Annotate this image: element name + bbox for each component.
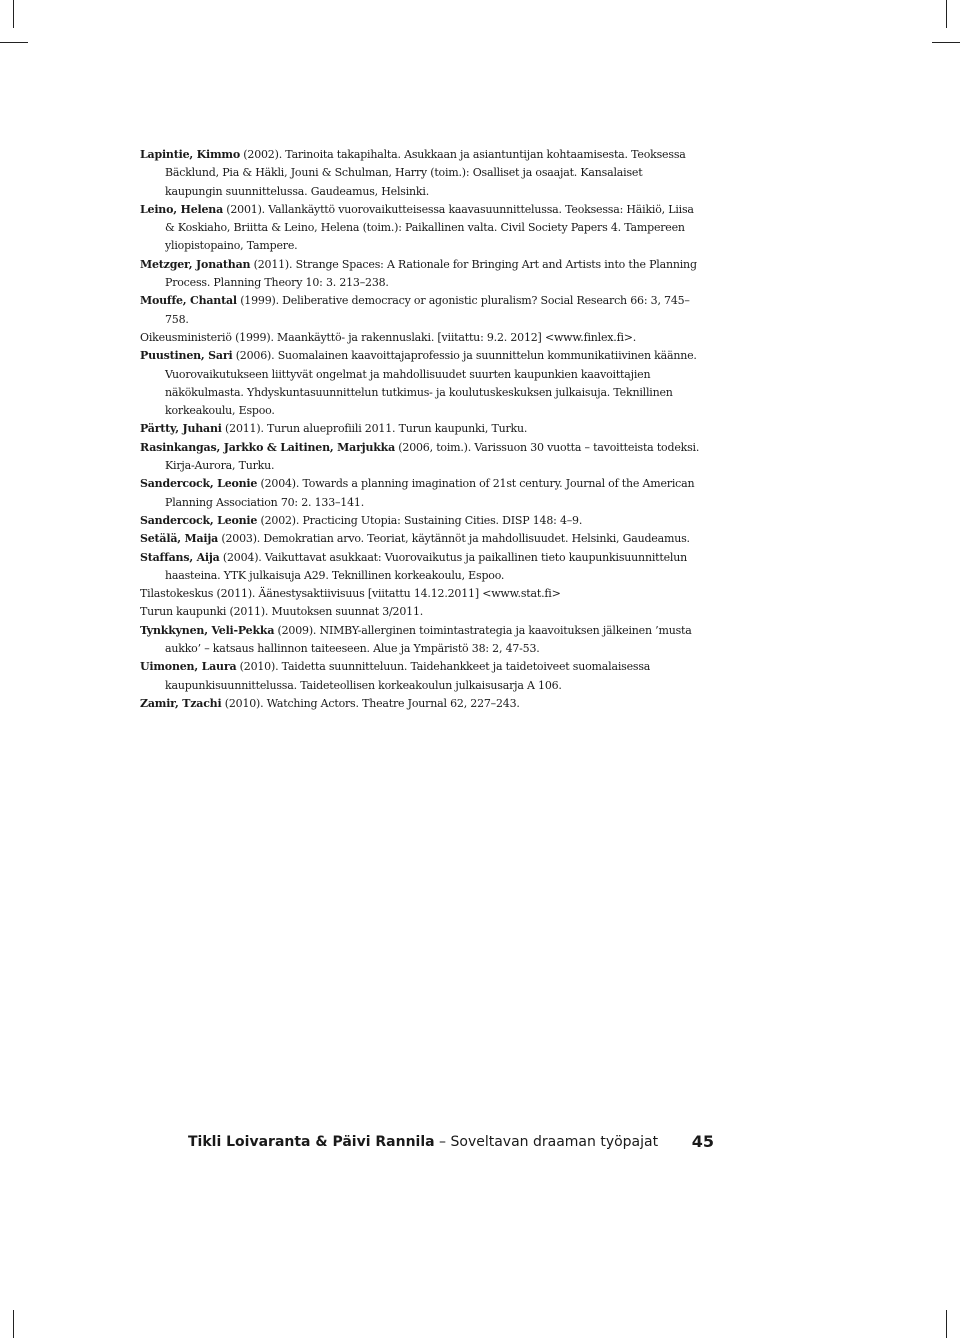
reference-text: (2010). Taidetta suunnitteluun. Taidehankkeet ja taidetoiveet suomalaisessa kaupunkisuunnittelussa. Taideteollisen korkeakoulun julkaisusarja A 106. [165, 660, 651, 692]
reference-text: (2011). Turun alueprofiili 2011. Turun kaupunki, Turku. [221, 422, 528, 436]
crop-mark [0, 42, 28, 43]
reference-text: (2004). Vaikuttavat asukkaat: Vuorovaikutus ja paikallinen tieto kaupunkisuunnittelun haasteina. YTK julkaisuja A29. Teknillinen korkeakoulu, Espoo. [165, 550, 687, 582]
reference-text: (2002). Tarinoita takapihalta. Asukkaan ja asiantuntijan kohtaamisesta. Teoksessa Bäcklund, Pia & Häkli, Jouni & Schulman, Harry (toim.): Osalliset ja osaajat. Kansalaiset kaupungin suunnittelussa. Gaudeamus, Helsinki. [165, 148, 686, 198]
reference-text: (1999). Deliberative democracy or agonistic pluralism? Social Research 66: 3, 745–758. [165, 294, 690, 326]
reference-entry [140, 420, 700, 438]
crop-mark [13, 0, 14, 28]
crop-mark [946, 1310, 947, 1338]
reference-entry [140, 695, 700, 713]
reference-entry [140, 512, 700, 530]
reference-author: Mouffe, Chantal [140, 294, 237, 308]
crop-mark [946, 0, 947, 28]
reference-author: Uimonen, Laura [140, 660, 237, 674]
reference-text: Turun kaupunki (2011). Muutoksen suunnat 3/2011. [140, 605, 424, 619]
reference-entry [140, 256, 700, 293]
reference-list [140, 146, 700, 713]
reference-author: Setälä, Maija [140, 532, 219, 546]
reference-entry [140, 292, 700, 329]
reference-entry [140, 658, 700, 695]
reference-author: Staffans, Aija [140, 550, 220, 564]
reference-entry [140, 622, 700, 659]
page-number: 45 [691, 1132, 714, 1151]
reference-entry [140, 201, 700, 256]
reference-author: Pärtty, Juhani [140, 422, 222, 436]
reference-text: (2006). Suomalainen kaavoittajaprofessio ja suunnittelun kommunikatiivinen käänne. Vuorovaikutukseen liittyvät ongelmat ja mahdollisuudet suurten kaupunkien kaavoittajien näkökulmasta. Yhdyskuntasuunnittelun tutkimus- ja koulutuskeskuksen julkaisuja. Teknillinen korkeakoulu, Espoo. [165, 349, 697, 418]
reference-text: (2006, toim.). Varissuon 30 vuotta – tavoitteista todeksi. Kirja-Aurora, Turku. [165, 440, 700, 473]
reference-text: Oikeusministeriö (1999). Maankäyttö- ja rakennuslaki. [viitattu: 9.2. 2012] <www.finlex.fi>. [140, 330, 637, 344]
footer-title: – Soveltavan draaman työpajat [434, 1134, 659, 1150]
reference-author: Leino, Helena [140, 202, 223, 216]
reference-text: (2003). Demokratian arvo. Teoriat, käytännöt ja mahdollisuudet. Helsinki, Gaudeamus. [218, 532, 690, 546]
reference-entry [140, 475, 700, 512]
reference-text: Tilastokeskus (2011). Äänestysaktiivisuus [viitattu 14.12.2011] <www.stat.fi> [140, 587, 561, 601]
reference-entry [140, 603, 700, 621]
reference-author: Puustinen, Sari [140, 349, 233, 363]
reference-entry [140, 329, 700, 347]
reference-entry [140, 439, 700, 476]
reference-text: (2011). Strange Spaces: A Rationale for Bringing Art and Artists into the Planning Process. Planning Theory 10: 3. 213–238. [165, 257, 697, 290]
footer-title-text: Soveltavan draaman työpajat [446, 1134, 659, 1150]
reference-author: Zamir, Tzachi [140, 696, 222, 710]
reference-entry [140, 347, 700, 420]
reference-entry [140, 585, 700, 603]
reference-author: Lapintie, Kimmo [140, 148, 241, 161]
reference-author: Sandercock, Leonie [140, 513, 258, 527]
page-footer [188, 1134, 714, 1150]
crop-mark [13, 1310, 14, 1338]
reference-author: Rasinkangas, Jarkko & Laitinen, Marjukka [140, 440, 396, 454]
reference-text: (2009). NIMBY-allerginen toimintastrategia ja kaavoituksen jälkeinen ’musta aukko’ – katsaus hallinnon taiteeseen. Alue ja Ympäristö 38: 2, 47-53. [165, 623, 692, 656]
reference-entry [140, 549, 700, 586]
reference-entry [140, 146, 700, 201]
reference-text: (2001). Vallankäyttö vuorovaikutteisessa kaavasuunnittelussa. Teoksessa: Häikiö, Liisa & Koskiaho, Briitta & Leino, Helena (toim.): Paikallinen valta. Civil Society Papers 4. Tampereen yliopistopaino, Tampere. [165, 202, 694, 253]
reference-author: Sandercock, Leonie [140, 477, 258, 491]
reference-author: Metzger, Jonathan [140, 257, 251, 271]
reference-text: (2004). Towards a planning imagination of 21st century. Journal of the American Planning Association 70: 2. 133–141. [165, 477, 695, 509]
reference-text: (2002). Practicing Utopia: Sustaining Cities. DISP 148: 4–9. [257, 513, 583, 527]
footer-authors: Tikli Loivaranta & Päivi Rannila [188, 1134, 435, 1150]
reference-entry [140, 530, 700, 548]
crop-mark [932, 42, 960, 43]
reference-text: (2010). Watching Actors. Theatre Journal 62, 227–243. [221, 696, 520, 710]
reference-author: Tynkkynen, Veli-Pekka [140, 623, 275, 637]
